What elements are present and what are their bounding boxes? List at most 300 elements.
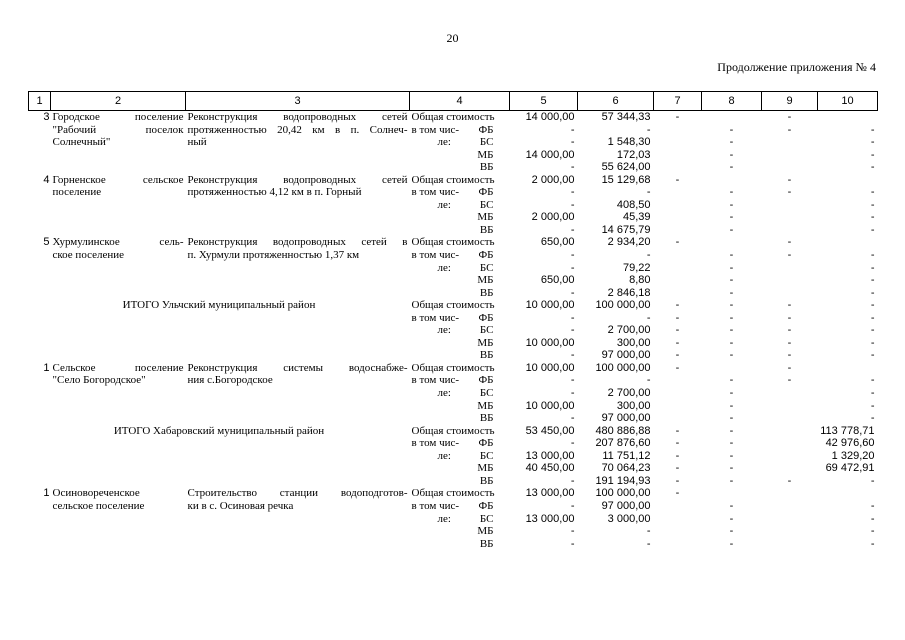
source-label: БС [479, 324, 494, 337]
project-cell: ный [187, 136, 207, 149]
table-row [29, 362, 878, 375]
incl-label: ле: [437, 136, 451, 149]
header-cell: 4 [410, 92, 510, 111]
funding-type-cell [410, 149, 510, 162]
value-col5: 14 000,00 [525, 148, 575, 161]
table-row [29, 538, 878, 551]
source-label: ФБ [478, 499, 494, 512]
project-cell: протяженностью 20,42 км в п. Солнеч- [187, 123, 408, 136]
project-cell [186, 161, 410, 174]
value-col9: - [787, 349, 792, 362]
page-number: 20 [446, 31, 459, 45]
value-col8: - [729, 324, 734, 337]
value-col7: - [675, 437, 680, 450]
row-number [29, 161, 51, 174]
value-col9 [762, 274, 818, 287]
value-col8: - [729, 537, 734, 550]
value-col8: - [729, 399, 734, 412]
value-col7 [654, 249, 702, 262]
value-col8: - [729, 223, 734, 236]
source-label: БС [479, 449, 494, 462]
value-col8: - [729, 462, 734, 475]
table-row [29, 475, 878, 488]
source-label: БС [479, 512, 494, 525]
value-col9 [762, 425, 818, 438]
table-row [29, 149, 878, 162]
value-col10: - [870, 525, 875, 538]
table-row [29, 299, 878, 312]
row-number [29, 124, 51, 137]
incl-label: в том чис- [411, 311, 460, 324]
value-col9 [762, 513, 818, 526]
value-col10: - [870, 374, 875, 387]
value-col6: 100 000,00 [595, 361, 651, 374]
value-col6: 480 886,88 [595, 424, 651, 437]
funding-type-cell [410, 186, 510, 199]
value-col8: - [729, 437, 734, 450]
funding-type-cell [410, 349, 510, 362]
source-label: БС [479, 136, 494, 149]
source-label: БС [479, 261, 494, 274]
table-row [29, 249, 878, 262]
funding-type-cell: Общая стоимость [411, 424, 495, 437]
value-col9 [762, 136, 818, 149]
municipality-cell [51, 387, 186, 400]
row-number: 1 [43, 487, 50, 500]
project-cell: Реконструкция водопроводных сетей [187, 111, 408, 123]
total-label: ИТОГО Хабаровский муниципальный район [113, 424, 325, 437]
project-cell: ния с.Богородское [187, 374, 273, 387]
value-col8: - [729, 336, 734, 349]
value-col5: 14 000,00 [525, 111, 575, 123]
municipality-cell [51, 412, 186, 425]
project-cell [186, 149, 410, 162]
funding-type-cell [410, 374, 510, 387]
value-col8: - [729, 274, 734, 287]
project-cell [186, 538, 410, 551]
table-row [29, 337, 878, 350]
municipality-cell [51, 161, 186, 174]
empty-cell [29, 437, 410, 450]
value-col10 [818, 236, 878, 249]
value-col5: - [570, 161, 575, 174]
funding-type-cell [410, 475, 510, 488]
funding-type-cell [410, 312, 510, 325]
row-number [29, 199, 51, 212]
value-col10: - [870, 399, 875, 412]
incl-label: в том чис- [411, 186, 460, 199]
value-col6: - [646, 311, 651, 324]
value-col5: - [570, 311, 575, 324]
table-row [29, 374, 878, 387]
value-col5: - [570, 537, 575, 550]
table-row [29, 262, 878, 275]
value-col6: 2 700,00 [607, 324, 651, 337]
value-col10 [818, 174, 878, 187]
value-col5: 10 000,00 [525, 299, 575, 312]
empty-cell [29, 324, 410, 337]
value-col5: 2 000,00 [531, 211, 575, 224]
row-number [29, 149, 51, 162]
value-col10: - [870, 299, 875, 312]
value-col8: - [729, 349, 734, 362]
value-col9 [762, 500, 818, 513]
table-row [29, 400, 878, 413]
value-col5: 40 450,00 [525, 462, 575, 475]
value-col6: 2 700,00 [607, 387, 651, 400]
value-col9 [762, 525, 818, 538]
municipality-cell [51, 287, 186, 300]
value-col10: - [870, 186, 875, 199]
value-col6: 100 000,00 [595, 487, 651, 500]
funding-type-cell [410, 500, 510, 513]
value-col9: - [787, 299, 792, 312]
value-col8: - [729, 499, 734, 512]
incl-label: ле: [437, 387, 451, 400]
value-col7 [654, 224, 702, 237]
project-cell [186, 262, 410, 275]
value-col9: - [787, 311, 792, 324]
value-col8: - [729, 387, 734, 400]
value-col8: - [729, 148, 734, 161]
value-col5: 650,00 [540, 236, 575, 249]
value-col6: 300,00 [616, 399, 651, 412]
value-col6: 97 000,00 [601, 499, 651, 512]
municipality-cell: Сельское поселение [52, 361, 184, 374]
value-col8 [702, 174, 762, 187]
table-row [29, 412, 878, 425]
value-col10: - [870, 249, 875, 262]
value-col9: - [787, 249, 792, 262]
table-row [29, 136, 878, 149]
municipality-cell [51, 513, 186, 526]
row-number [29, 262, 51, 275]
row-number [29, 387, 51, 400]
table-row [29, 513, 878, 526]
funding-type-cell [410, 525, 510, 538]
source-label: ВБ [479, 223, 494, 236]
row-number [29, 412, 51, 425]
value-col6: 100 000,00 [595, 299, 651, 312]
value-col10: 113 778,71 [820, 424, 875, 437]
value-col9 [762, 437, 818, 450]
table-row [29, 425, 878, 438]
value-col8: - [729, 198, 734, 211]
header-cell: 10 [818, 92, 878, 111]
value-col7 [654, 412, 702, 425]
project-cell [186, 224, 410, 237]
incl-label: в том чис- [411, 374, 460, 387]
source-label: МБ [477, 462, 494, 475]
value-col7: - [675, 487, 680, 500]
table-row [29, 525, 878, 538]
table-row [29, 437, 878, 450]
value-col6: - [646, 374, 651, 387]
value-col10: - [870, 349, 875, 362]
value-col7 [654, 186, 702, 199]
value-col5: - [570, 286, 575, 299]
total-label: ИТОГО Ульчский муниципальный район [122, 299, 316, 312]
value-col6: 2 846,18 [607, 286, 651, 299]
project-cell [186, 199, 410, 212]
project-cell: п. Хурмули протяженностью 1,37 км [187, 249, 360, 262]
value-col6: 97 000,00 [601, 412, 651, 425]
project-cell: Реконструкция системы водоснабже- [187, 361, 408, 374]
value-col6: 57 344,33 [601, 111, 651, 123]
value-col7: - [675, 111, 680, 123]
value-col9: - [787, 236, 792, 249]
value-col6: - [646, 249, 651, 262]
value-col7 [654, 149, 702, 162]
project-cell: Реконструкция водопроводных сетей в [187, 236, 408, 249]
value-col10: 1 329,20 [831, 449, 875, 462]
funding-type-cell [410, 262, 510, 275]
funding-type-cell [410, 387, 510, 400]
value-col6: 300,00 [616, 336, 651, 349]
value-col8 [702, 111, 762, 124]
source-label: БС [479, 387, 494, 400]
value-col10: 69 472,91 [825, 462, 875, 475]
project-cell: протяженностью 4,12 км в п. Горный [187, 186, 362, 199]
value-col9: - [787, 361, 792, 374]
table-row [29, 224, 878, 237]
value-col7: - [675, 424, 680, 437]
value-col7 [654, 161, 702, 174]
row-number: 5 [43, 236, 50, 249]
value-col10: - [870, 499, 875, 512]
value-col5: - [570, 186, 575, 199]
value-col9: - [787, 186, 792, 199]
funding-type-cell [410, 161, 510, 174]
project-cell [186, 274, 410, 287]
value-col5: - [570, 123, 575, 136]
value-col8: - [729, 286, 734, 299]
municipality-cell [51, 274, 186, 287]
value-col9 [762, 287, 818, 300]
municipality-cell: Горненское сельское [52, 173, 184, 186]
value-col9 [762, 450, 818, 463]
row-number [29, 287, 51, 300]
value-col5: - [570, 374, 575, 387]
table-row [29, 487, 878, 500]
value-col10 [818, 487, 878, 500]
project-cell: ки в с. Осиновая речка [187, 499, 294, 512]
table-row [29, 500, 878, 513]
value-col6: 45,39 [622, 211, 651, 224]
value-col6: 79,22 [622, 261, 651, 274]
municipality-cell [51, 149, 186, 162]
value-col5: - [570, 474, 575, 487]
value-col8: - [729, 449, 734, 462]
value-col7 [654, 525, 702, 538]
municipality-cell: Городское поселение [52, 111, 184, 123]
incl-label: ле: [437, 261, 451, 274]
project-cell [186, 525, 410, 538]
value-col10 [818, 111, 878, 124]
incl-label: ле: [437, 198, 451, 211]
value-col5: 53 450,00 [525, 424, 575, 437]
source-label: МБ [477, 336, 494, 349]
table-row [29, 186, 878, 199]
funding-type-cell [410, 199, 510, 212]
row-number: 3 [43, 111, 50, 123]
incl-label: ле: [437, 449, 451, 462]
table-row [29, 387, 878, 400]
value-col5: 10 000,00 [525, 336, 575, 349]
header-cell: 5 [510, 92, 578, 111]
value-col9: - [787, 374, 792, 387]
funding-type-cell: Общая стоимость [411, 299, 495, 312]
value-col7: - [675, 236, 680, 249]
source-label: ФБ [478, 123, 494, 136]
funding-type-cell: Общая стоимость [411, 236, 495, 249]
table-row [29, 124, 878, 137]
funding-type-cell: Общая стоимость [411, 111, 495, 123]
municipality-cell: Хурмулинское сель- [52, 236, 184, 249]
header-cell: 3 [186, 92, 410, 111]
municipality-cell [51, 224, 186, 237]
empty-cell [29, 475, 410, 488]
header-cell: 8 [702, 92, 762, 111]
value-col10: - [870, 387, 875, 400]
value-col5: - [570, 324, 575, 337]
value-col8 [702, 236, 762, 249]
header-cell: 6 [578, 92, 654, 111]
value-col5: - [570, 136, 575, 149]
value-col7 [654, 500, 702, 513]
table-row [29, 462, 878, 475]
project-cell [186, 211, 410, 224]
value-col6: 1 548,30 [607, 136, 651, 149]
table-row [29, 324, 878, 337]
row-number [29, 513, 51, 526]
value-col7 [654, 374, 702, 387]
value-col8: - [729, 525, 734, 538]
value-col5: 10 000,00 [525, 361, 575, 374]
funding-type-cell [410, 274, 510, 287]
value-col7 [654, 287, 702, 300]
row-number [29, 538, 51, 551]
value-col5: - [570, 387, 575, 400]
value-col7 [654, 136, 702, 149]
value-col10: - [870, 412, 875, 425]
source-label: МБ [477, 399, 494, 412]
project-cell [186, 412, 410, 425]
row-number [29, 211, 51, 224]
incl-label: ле: [437, 324, 451, 337]
municipality-cell: Осиновореченское [52, 487, 140, 500]
source-label: ФБ [478, 249, 494, 262]
project-cell [186, 513, 410, 526]
municipality-cell: сельское поселение [52, 499, 145, 512]
value-col5: - [570, 198, 575, 211]
value-col9 [762, 211, 818, 224]
value-col9: - [787, 173, 792, 186]
table-row [29, 174, 878, 187]
value-col8: - [729, 186, 734, 199]
value-col5: 2 000,00 [531, 173, 575, 186]
municipality-cell: Солнечный" [52, 136, 111, 149]
municipality-cell [51, 262, 186, 275]
source-label: ФБ [478, 311, 494, 324]
value-col8 [702, 487, 762, 500]
municipality-cell: ское поселение [52, 249, 125, 262]
row-number: 1 [43, 361, 50, 374]
table-row [29, 274, 878, 287]
value-col9: - [787, 324, 792, 337]
value-col7 [654, 387, 702, 400]
value-col7 [654, 513, 702, 526]
value-col6: 408,50 [616, 198, 651, 211]
value-col6: 11 751,12 [602, 449, 651, 462]
value-col6: 8,80 [629, 274, 651, 287]
table-row [29, 111, 878, 124]
empty-cell [29, 450, 410, 463]
value-col10: - [870, 223, 875, 236]
funding-type-cell [410, 337, 510, 350]
value-col5: - [570, 349, 575, 362]
value-col8: - [729, 412, 734, 425]
value-col7 [654, 538, 702, 551]
project-cell [186, 387, 410, 400]
source-label: БС [479, 198, 494, 211]
incl-label: ле: [437, 512, 451, 525]
value-col5: - [570, 223, 575, 236]
value-col6: - [646, 123, 651, 136]
value-col6: 55 624,00 [601, 161, 651, 174]
municipality-cell: поселение [52, 186, 102, 199]
value-col7: - [675, 299, 680, 312]
value-col9 [762, 199, 818, 212]
header-row [29, 92, 878, 111]
value-col8: - [729, 374, 734, 387]
value-col9 [762, 462, 818, 475]
source-label: ФБ [478, 437, 494, 450]
value-col6: 2 934,20 [607, 236, 651, 249]
value-col9: - [787, 474, 792, 487]
value-col10: - [870, 336, 875, 349]
value-col6: 70 064,23 [601, 462, 651, 475]
value-col8 [702, 362, 762, 375]
table-row [29, 199, 878, 212]
data-table [28, 91, 878, 550]
value-col7: - [675, 324, 680, 337]
source-label: ВБ [479, 161, 494, 174]
funding-type-cell [410, 124, 510, 137]
header-cell: 2 [51, 92, 186, 111]
row-number [29, 249, 51, 262]
value-col10: - [870, 161, 875, 174]
source-label: МБ [477, 274, 494, 287]
empty-cell [29, 312, 410, 325]
funding-type-cell [410, 538, 510, 551]
value-col10: - [870, 474, 875, 487]
row-number [29, 136, 51, 149]
value-col8: - [729, 123, 734, 136]
source-label: МБ [477, 148, 494, 161]
value-col10: 42 976,60 [825, 437, 875, 450]
table-row [29, 211, 878, 224]
project-cell: Строительство станции водоподготов- [187, 487, 408, 500]
value-col5: - [570, 412, 575, 425]
funding-type-cell [410, 412, 510, 425]
source-label: МБ [477, 525, 494, 538]
value-col9 [762, 161, 818, 174]
value-col7: - [675, 449, 680, 462]
project-cell [186, 400, 410, 413]
funding-type-cell: Общая стоимость [411, 173, 495, 186]
source-label: ВБ [479, 286, 494, 299]
